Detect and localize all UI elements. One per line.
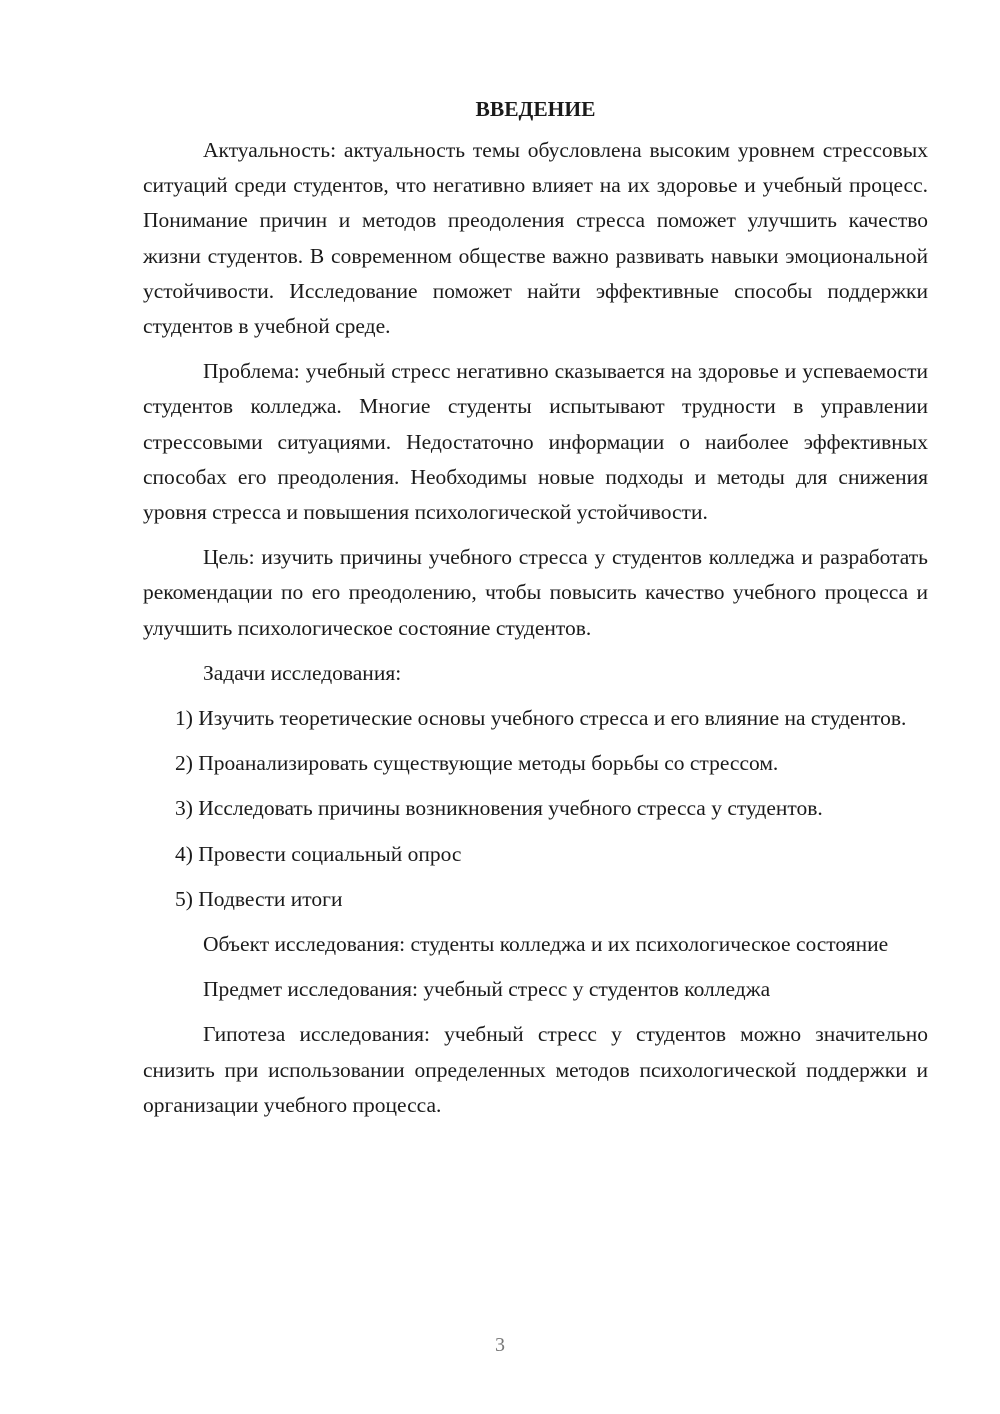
object-paragraph: Объект исследования: студенты колледжа и их психологическое состояние	[203, 932, 889, 957]
list-item: 5) Подвести итоги	[175, 886, 343, 911]
list-item: 1) Изучить теоретические основы учебного стресса и его влияние на студентов.	[175, 706, 907, 731]
list-item: 2) Проанализировать существующие методы борьбы со стрессом.	[175, 751, 779, 776]
section-title: ВВЕДЕНИЕ	[475, 97, 596, 121]
problem-paragraph: Проблема: учебный стресс негативно сказывается на здоровье и успеваемости студентов колледжа. Многие студенты испытывают трудности в управлении стрессовыми ситуациями. Недостаточно информации о наиболее эффективных способах его преодоления. Необходимы новые подходы и методы для снижения уровня стресса и повышения психологической устойчивости.	[143, 359, 928, 525]
document-page	[143, 92, 928, 1133]
list-item: 3) Исследовать причины возникновения учебного стресса у студентов.	[175, 796, 823, 821]
goal-paragraph: Цель: изучить причины учебного стресса у студентов колледжа и разработать рекомендации по его преодолению, чтобы повысить качество учебного процесса и улучшить психологическое состояние студентов.	[143, 545, 928, 640]
subject-paragraph: Предмет исследования: учебный стресс у студентов колледжа	[203, 977, 771, 1002]
list-item: 4) Провести социальный опрос	[175, 841, 462, 866]
tasks-heading: Задачи исследования:	[203, 660, 402, 685]
tasks-list	[143, 701, 928, 917]
hypothesis-paragraph: Гипотеза исследования: учебный стресс у студентов можно значительно снизить при использовании определенных методов психологической поддержки и организации учебного процесса.	[143, 1022, 928, 1117]
relevance-paragraph: Актуальность: актуальность темы обусловлена высоким уровнем стрессовых ситуаций среди студентов, что негативно влияет на их здоровье и учебный процесс. Понимание причин и методов преодоления стресса поможет улучшить качество жизни студентов. В современном обществе важно развивать навыки эмоциональной устойчивости. Исследование поможет найти эффективные способы поддержки студентов в учебной среде.	[143, 138, 928, 339]
page-number: 3	[495, 1334, 505, 1356]
